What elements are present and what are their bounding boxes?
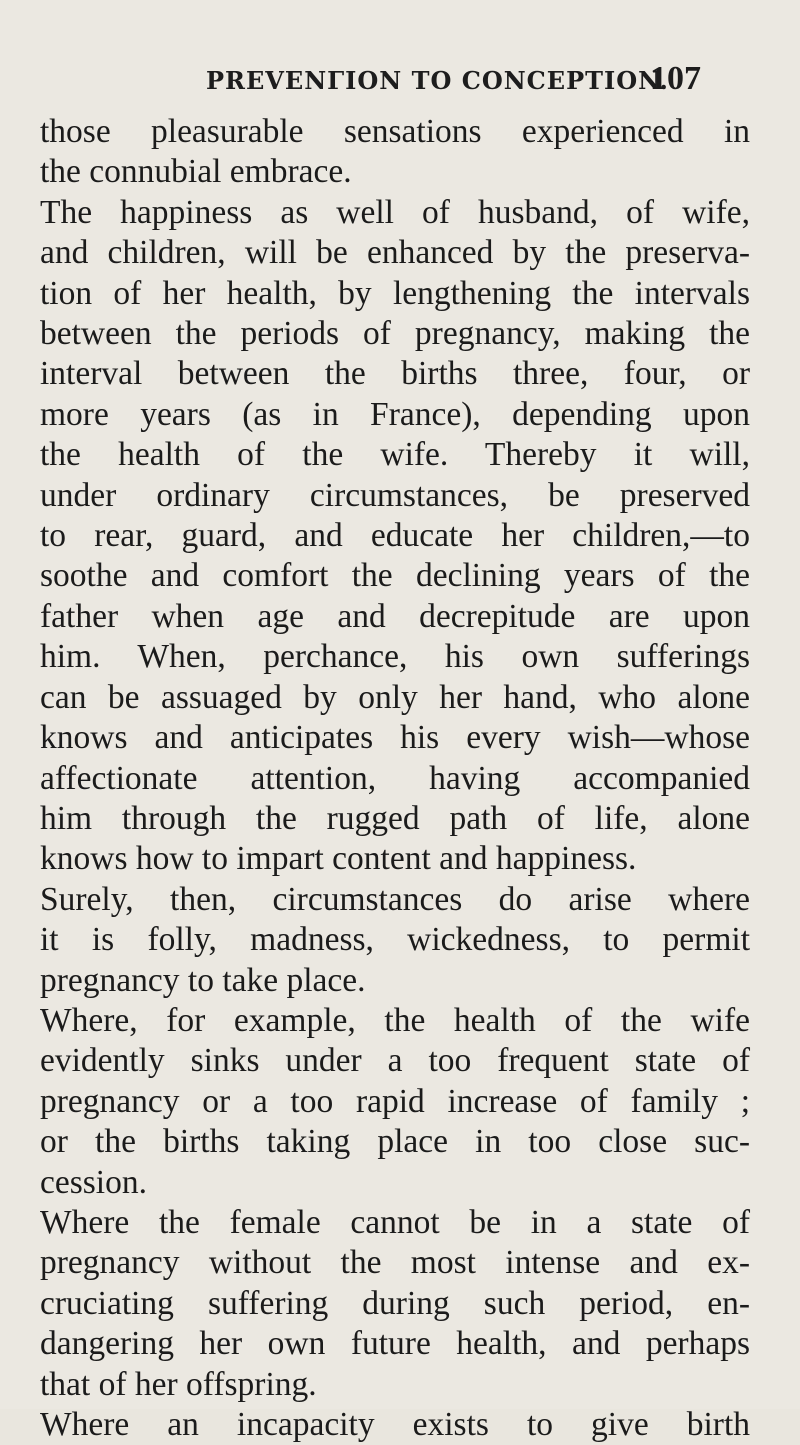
- text-line: cession.: [40, 1163, 147, 1201]
- text-line: and children, will be enhanced by the preserva-: [40, 234, 750, 272]
- text-line: those pleasurable sensations experienced in: [40, 113, 750, 150]
- text-line: Surely, then, circumstances do arise where: [40, 880, 750, 918]
- text-line: can be assuaged by only her hand, who alone: [40, 678, 750, 716]
- text-line: evidently sinks under a too frequent state of: [40, 1042, 750, 1080]
- text-line: him through the rugged path of life, alone: [40, 799, 750, 837]
- text-line: cruciating suffering during such period, en-: [40, 1284, 750, 1322]
- text-line: between the periods of pregnancy, making the: [40, 315, 750, 353]
- text-line: interval between the births three, four, or: [40, 355, 750, 393]
- text-line: it is folly, madness, wickedness, to permit: [40, 921, 750, 959]
- text-line: under ordinary circumstances, be preserved: [40, 476, 750, 514]
- text-line: knows how to impart content and happiness.: [40, 840, 637, 878]
- text-line: the connubial embrace.: [40, 153, 352, 191]
- text-line: him. When, perchance, his own sufferings: [40, 638, 750, 676]
- text-line: father when age and decrepitude are upon: [40, 597, 750, 635]
- text-line: more years (as in France), depending upon: [40, 395, 750, 433]
- text-line: The happiness as well of husband, of wife,: [40, 193, 750, 231]
- text-line: to rear, guard, and educate her children,—to: [40, 517, 750, 555]
- text-line: pregnancy or a too rapid increase of family ;: [40, 1082, 750, 1120]
- body-text: [40, 112, 750, 1445]
- text-line: tion of her health, by lengthening the intervals: [40, 274, 750, 312]
- text-line: that of her offspring.: [40, 1365, 317, 1403]
- text-line: Where an incapacity exists to give birth: [40, 1406, 750, 1443]
- page-header: [0, 60, 800, 100]
- text-line: Where the female cannot be in a state of: [40, 1203, 750, 1241]
- page-number: 107: [650, 60, 701, 97]
- text-line: pregnancy without the most intense and ex-: [40, 1244, 750, 1282]
- text-line: the health of the wife. Thereby it will,: [40, 436, 750, 474]
- text-line: or the births taking place in too close suc-: [40, 1123, 750, 1161]
- text-line: knows and anticipates his every wish—whose: [40, 719, 750, 757]
- running-head: PREVENΓION TO CONCEPTION.: [206, 66, 669, 95]
- text-line: Where, for example, the health of the wife: [40, 1001, 750, 1039]
- text-line: pregnancy to take place.: [40, 961, 366, 999]
- text-line: soothe and comfort the declining years of the: [40, 557, 750, 595]
- text-line: affectionate attention, having accompanied: [40, 759, 750, 797]
- text-line: dangering her own future health, and perhaps: [40, 1325, 750, 1363]
